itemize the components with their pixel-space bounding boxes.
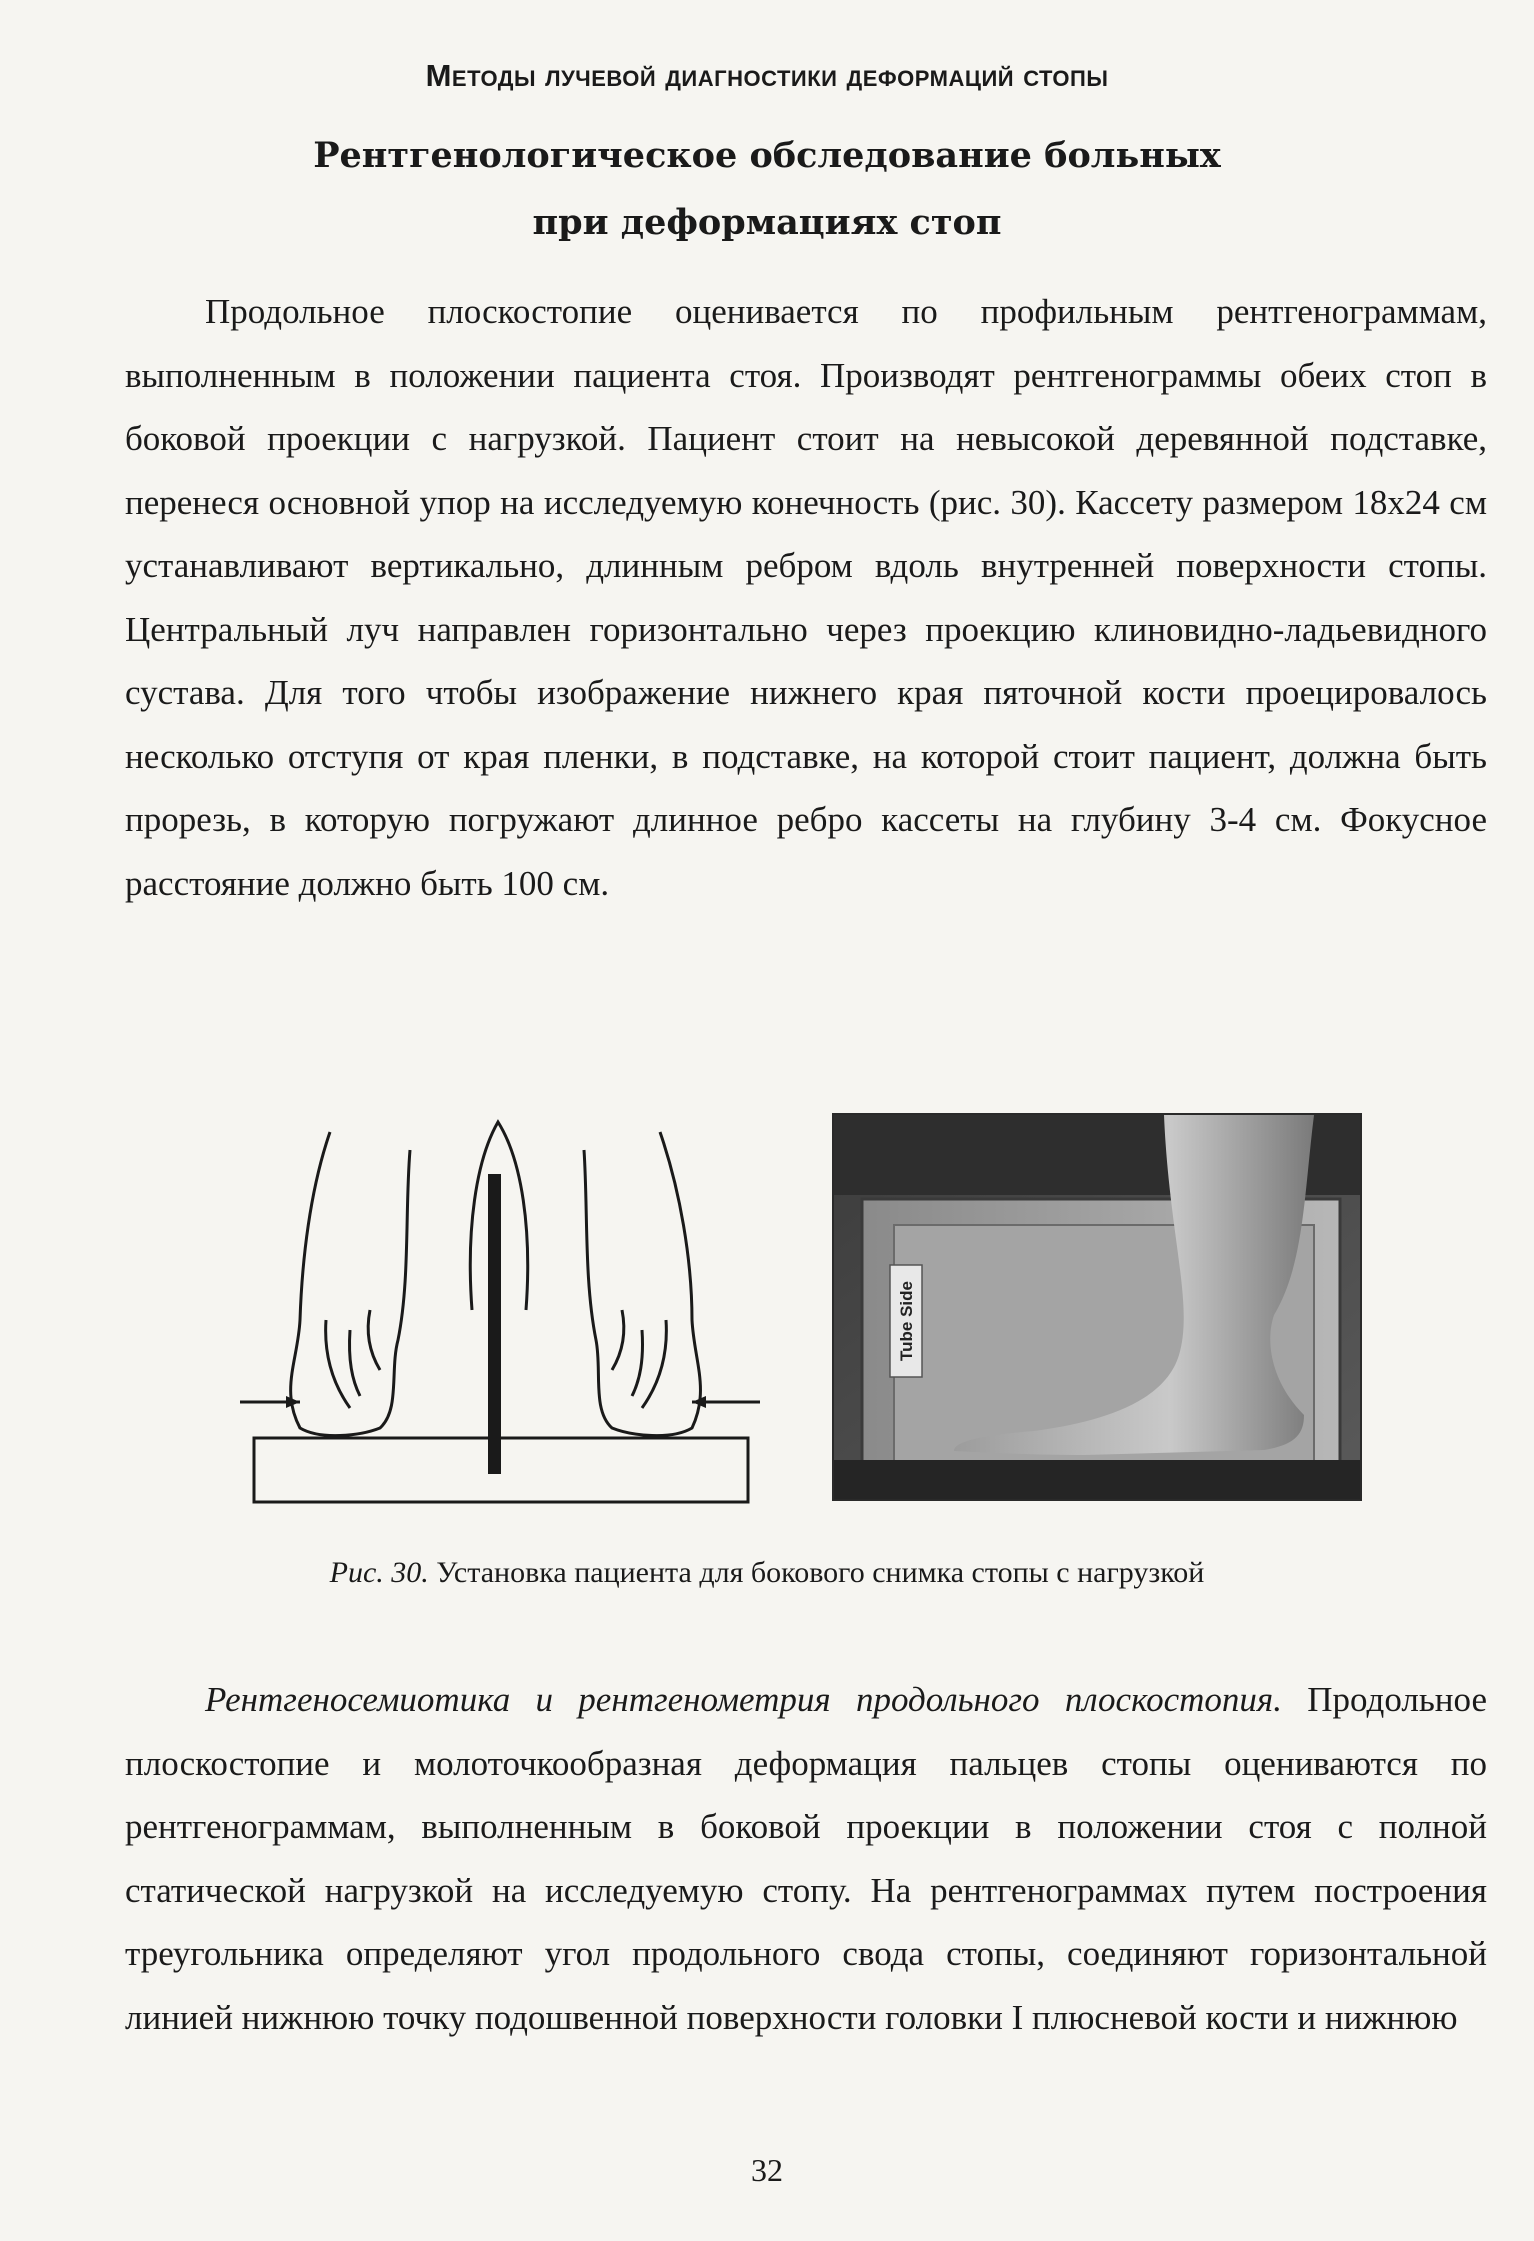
caption-text: Установка пациента для бокового снимка стопы с нагрузкой bbox=[436, 1556, 1205, 1589]
caption-ref: Рис. 30. bbox=[329, 1556, 429, 1589]
tube-side-label: Tube Side bbox=[897, 1281, 916, 1361]
schematic-drawing bbox=[240, 1110, 760, 1520]
photo-illustration bbox=[834, 1115, 1360, 1499]
paragraph-1: Продольное плоскостопие оценивается по профильным рентгенограммам, выполненным в положении пациента стоя. Производят рентгенограммы обеих стоп в боковой проекции с нагрузкой. Пациент стоит на невысокой деревянной подставке, перенеся основной упор на исследуемую конечность (рис. 30). Кассету размером 18x24 см устанавливают вертикально, длинным ребром вдоль внутренней поверхности стопы. Центральный луч направлен горизонтально через проекцию клиновидно-ладьевидного сустава. Для того чтобы изображение нижнего края пяточной кости проецировалось несколько отступя от края пленки, в подставке, на которой стоит пациент, должна быть прорезь, в которую погружают длинное ребро кассеты на глубину 3-4 см. Фокусное расстояние должно быть 100 см. bbox=[125, 292, 1487, 903]
cassette-bar bbox=[488, 1174, 501, 1474]
right-foot-outline bbox=[584, 1132, 700, 1436]
running-head: Методы лучевой диагностики деформаций стопы bbox=[425, 58, 1109, 93]
figure-caption bbox=[0, 1556, 1534, 1590]
paragraph-2-text: Продольное плоскостопие и молоточкообразная деформация пальцев стопы оцениваются по рентгенограммам, выполненным в боковой проекции в положении стоя с полной статической нагрузкой на исследуемую стопу. На рентгенограммах путем построения треугольника определяют угол продольного свода стопы, соединяют горизонтальной линией нижнюю точку подошвенной поверхности головки I плюсневой кости и нижнюю bbox=[125, 1680, 1487, 2037]
section-heading-line2: при деформациях стоп bbox=[532, 202, 1002, 243]
paragraph-2-lead: Рентгеносемиотика и рентгенометрия продольного плоскостопия. bbox=[205, 1680, 1282, 1719]
patient-photo bbox=[832, 1113, 1362, 1501]
section-heading-line1: Рентгенологическое обследование больных bbox=[313, 135, 1221, 176]
page-number: 32 bbox=[751, 2152, 783, 2188]
left-foot-outline bbox=[291, 1132, 410, 1436]
paragraph-2 bbox=[125, 1668, 1487, 2049]
